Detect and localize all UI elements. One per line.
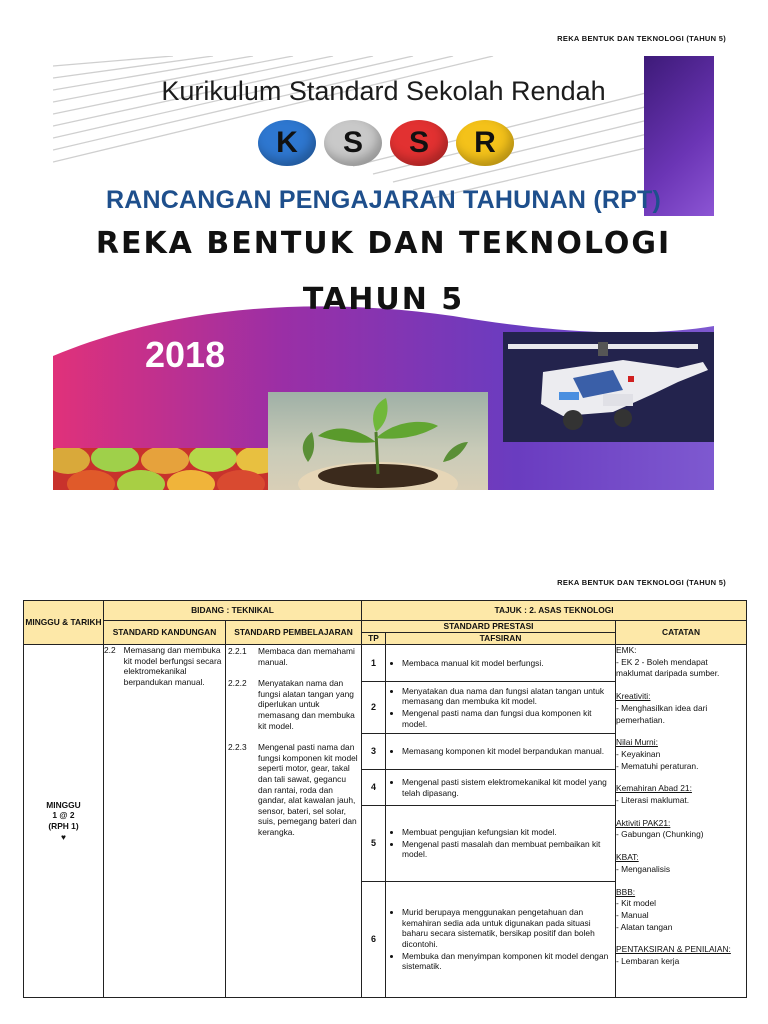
catatan-kbat-heading: KBAT:	[616, 852, 639, 863]
minggu-line: MINGGU	[46, 799, 81, 810]
catatan-kbat-item: - Menganalisis	[616, 863, 671, 874]
standard-kandungan-cell	[104, 645, 226, 998]
sp-number: 2.2.2	[228, 678, 247, 689]
tafsiran-item: • Membuat pengujian kefungsian kit model.	[402, 827, 615, 838]
sp-item	[226, 645, 361, 667]
rpt-title: RANCANGAN PENGAJARAN TAHUNAN (RPT)	[106, 186, 661, 214]
catatan-bbb-item: - Kit model	[616, 898, 657, 909]
sp-text: Membaca dan memahami manual.	[258, 646, 355, 667]
sk-text: Memasang dan membuka kit model berfungsi secara elektromekanikal berpandukan manual.	[123, 645, 222, 687]
header-standard-pembelajaran: STANDARD PEMBELAJARAN	[226, 621, 362, 645]
ksr-letter-s2: S	[390, 120, 448, 166]
rpt-table	[23, 600, 747, 998]
catatan-cell	[616, 645, 747, 998]
catatan-bbb-heading: BBB:	[616, 886, 636, 897]
catatan-pentaksiran-item: - Lembaran kerja	[616, 956, 680, 967]
catatan-pak-heading: Aktiviti PAK21:	[616, 817, 671, 828]
sp-item	[226, 741, 361, 837]
header-tp: TP	[362, 633, 386, 645]
catatan-bbb-item: - Alatan tangan	[616, 921, 673, 932]
subject-title: REKA BENTUK DAN TEKNOLOGI	[95, 226, 672, 261]
cover-graphic	[53, 56, 714, 490]
catatan-bbb-item: - Manual	[616, 909, 649, 920]
balls-image	[53, 448, 268, 490]
sp-text: Mengenal pasti nama dan fungsi komponen kit model seperti motor, gear, takal dan tali sawat, gegancu dan rantai, roda dan gandar, alat kawalan jauh, sensor, bateri, sel solar, suis, pemegang bateri dan kerangka.	[258, 742, 358, 837]
page-header: REKA BENTUK DAN TEKNOLOGI (TAHUN 5)	[557, 34, 726, 43]
header-tafsiran: TAFSIRAN	[386, 633, 616, 645]
tafsiran-item: • Memasang komponen kit model berpandukan manual.	[402, 746, 615, 757]
header-bidang: BIDANG : TEKNIKAL	[104, 601, 362, 621]
tp-number: 4	[362, 770, 386, 806]
tafsiran-item: • Mengenal pasti sistem elektromekanikal kit model yang telah dipasang.	[402, 777, 615, 798]
sp-number: 2.2.3	[228, 742, 247, 753]
header-minggu: MINGGU & TARIKH	[24, 601, 104, 645]
tafsiran-item: • Murid berupaya menggunakan pengetahuan dan kemahiran sedia ada untuk digunakan pada situasi baharu secara sistematik, bersikap positif dan boleh dicontohi.	[402, 907, 615, 949]
tafsiran-cell	[386, 682, 616, 734]
catatan-abad-item: - Literasi maklumat.	[616, 795, 690, 806]
tp-number: 2	[362, 682, 386, 734]
tp-number: 3	[362, 734, 386, 770]
tafsiran-cell	[386, 734, 616, 770]
catatan-nilai-item: - Keyakinan	[616, 748, 661, 759]
minggu-rph: (RPH 1)	[48, 821, 79, 831]
heart-icon: ♥	[61, 831, 66, 842]
tafsiran-cell	[386, 770, 616, 806]
table-row	[24, 645, 747, 682]
sp-item	[226, 677, 361, 731]
catatan-kreativiti-heading: Kreativiti:	[616, 691, 651, 702]
catatan-nilai-item: - Mematuhi peraturan.	[616, 760, 699, 771]
catatan-emk-item: - EK 2 - Boleh mendapat maklumat daripada sumber.	[616, 656, 720, 679]
minggu-week: 1 @ 2	[52, 810, 75, 821]
tp-number: 1	[362, 645, 386, 682]
tafsiran-item: • Membuka dan menyimpan komponen kit model dengan sistematik.	[402, 951, 615, 972]
tp-number: 6	[362, 882, 386, 998]
tafsiran-item: • Mengenal pasti nama dan fungsi dua komponen kit model.	[402, 708, 615, 729]
header-standard-prestasi: STANDARD PRESTASI	[362, 621, 616, 633]
standard-pembelajaran-cell	[226, 645, 362, 998]
page-header-2: REKA BENTUK DAN TEKNOLOGI (TAHUN 5)	[557, 578, 726, 587]
catatan-emk-heading: EMK:	[616, 645, 637, 655]
tafsiran-cell	[386, 882, 616, 998]
tafsiran-item: • Mengenal pasti masalah dan membuat pembaikan kit model.	[402, 839, 615, 860]
year-label: 2018	[145, 334, 226, 375]
header-standard-kandungan: STANDARD KANDUNGAN	[104, 621, 226, 645]
tp-number: 5	[362, 806, 386, 882]
header-tajuk: TAJUK : 2. ASAS TEKNOLOGI	[362, 601, 747, 621]
kurikulum-title: Kurikulum Standard Sekolah Rendah	[161, 76, 606, 106]
sp-number: 2.2.1	[228, 646, 247, 656]
ksr-logo	[258, 120, 514, 166]
minggu-cell	[24, 645, 104, 998]
helicopter-image	[503, 332, 714, 442]
ksr-letter-r: R	[456, 120, 514, 166]
catatan-kreativiti-item: - Menghasilkan idea dari pemerhatian.	[616, 702, 708, 725]
tahun-title: TAHUN 5	[302, 282, 465, 317]
catatan-pak-item: - Gabungan (Chunking)	[616, 829, 704, 840]
header-catatan: CATATAN	[616, 621, 747, 645]
ksr-letter-s1: S	[324, 120, 382, 166]
tafsiran-cell	[386, 806, 616, 882]
plant-image	[268, 392, 488, 490]
sk-number: 2.2	[104, 645, 116, 655]
catatan-abad-heading: Kemahiran Abad 21:	[616, 783, 692, 794]
tafsiran-item: • Membaca manual kit model berfungsi.	[402, 658, 615, 669]
catatan-pentaksiran-heading: PENTAKSIRAN & PENILAIAN:	[616, 944, 731, 955]
tafsiran-item: • Menyatakan dua nama dan fungsi alatan tangan untuk memasang dan membuka kit model.	[402, 686, 615, 707]
catatan-nilai-heading: Nilai Murni:	[616, 737, 658, 748]
tafsiran-cell	[386, 645, 616, 682]
ksr-letter-k: K	[258, 120, 316, 166]
sp-text: Menyatakan nama dan fungsi alatan tangan yang diperlukan untuk memasang dan membuka kit model.	[258, 678, 355, 731]
